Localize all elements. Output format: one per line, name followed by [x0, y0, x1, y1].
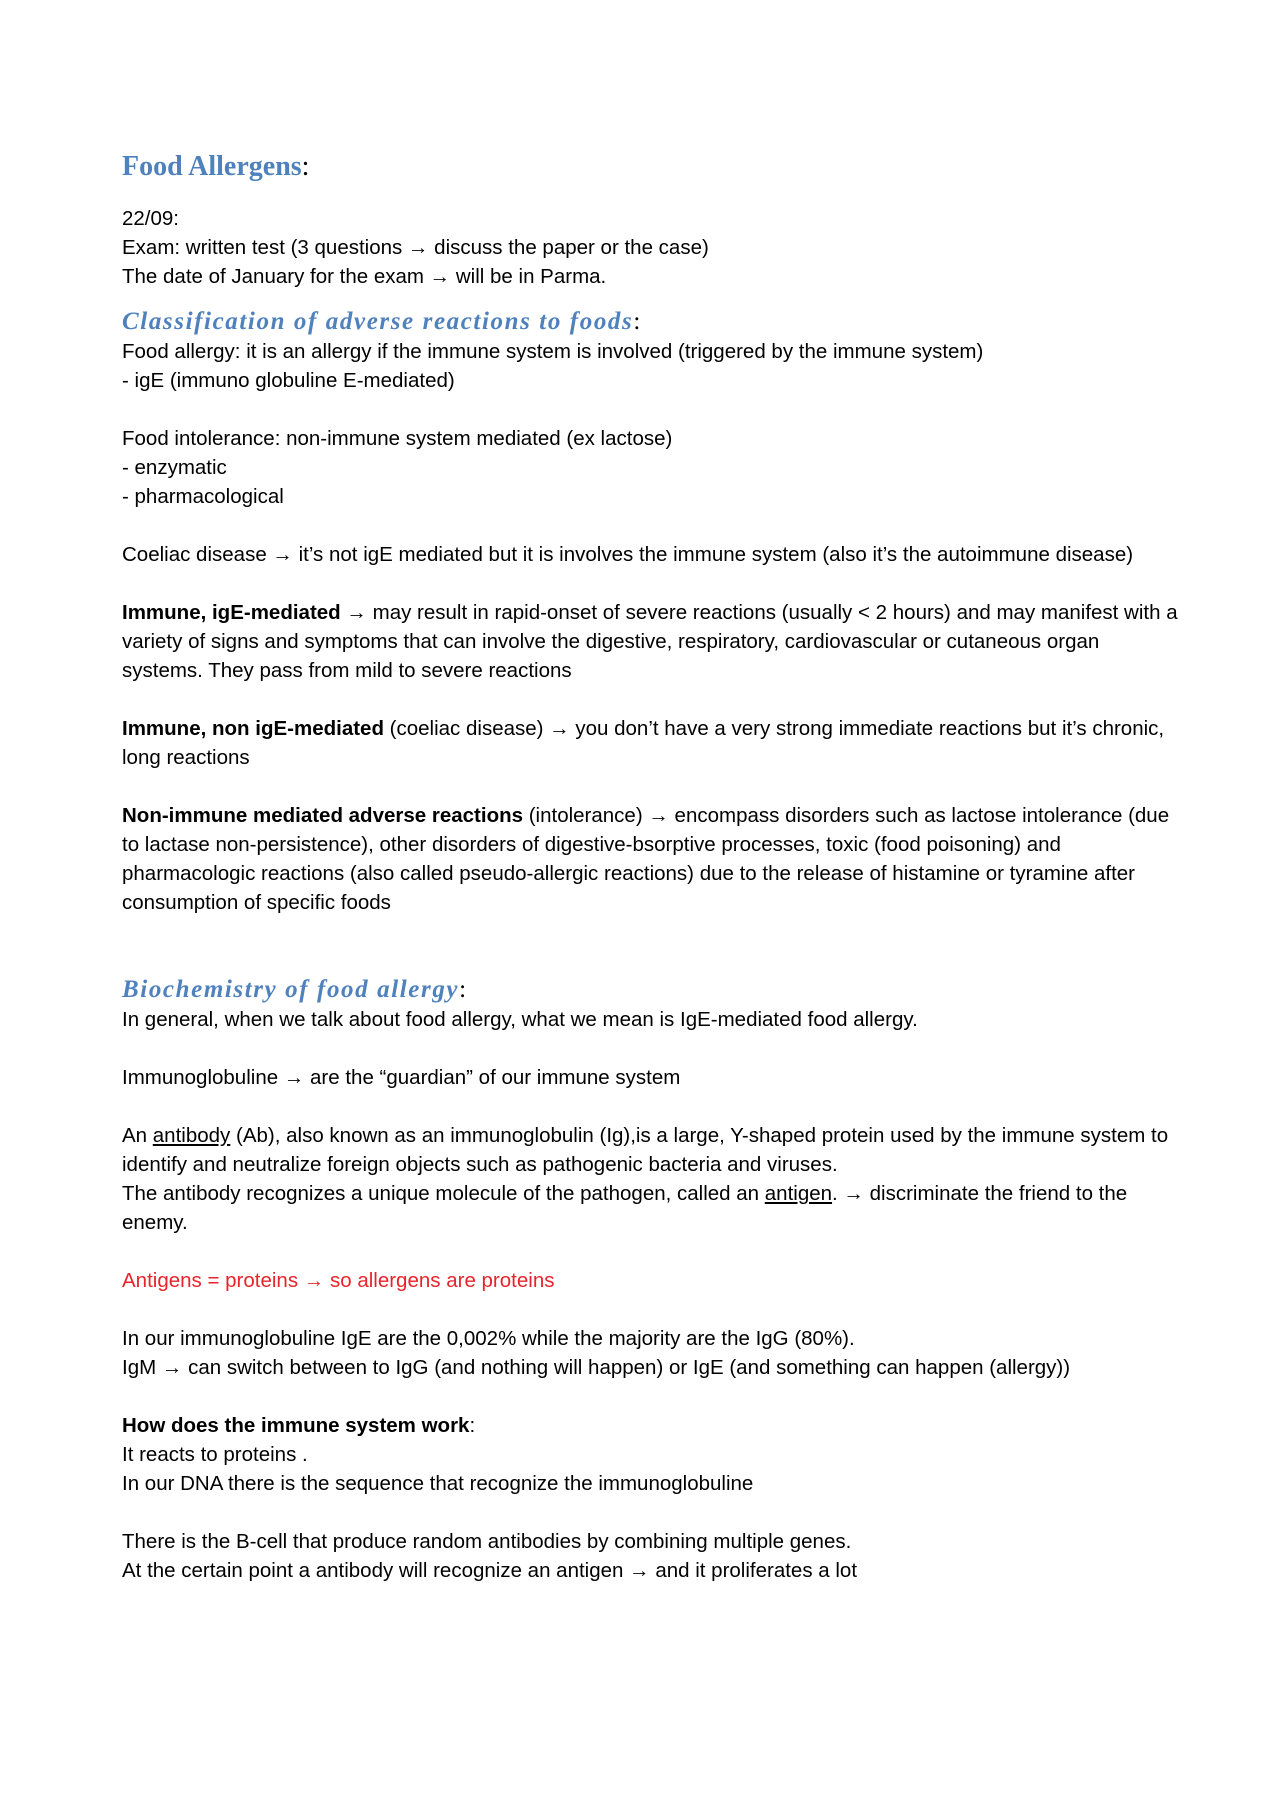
- arrow-icon: →: [549, 717, 570, 740]
- coeliac-paragraph: Coeliac disease → it’s not igE mediated but it is involves the immune system (also it’s the autoimmune disease): [122, 543, 1134, 566]
- food-allergy-definition: Food allergy: it is an allergy if the immune system is involved (triggered by the immune system): [122, 340, 984, 363]
- dna-line: In our DNA there is the sequence that recognize the immunoglobuline: [122, 1472, 754, 1495]
- list-item: - enzymatic: [122, 456, 227, 479]
- antigen-paragraph: The antibody recognizes a unique molecule of the pathogen, called an antigen. → discriminate the friend to the enemy.: [122, 1182, 1128, 1234]
- arrow-icon: →: [161, 1356, 183, 1379]
- non-immune-paragraph: Non-immune mediated adverse reactions (intolerance) → encompass disorders such as lactose intolerance (due to lactase non-persistence), other disorders of digestive-bsorptive processes, toxic (food poisoning) and pharmacologic reactions (also called pseudo-allergic reactions) due to the release of histamine or tyramine after consumption of specific foods: [122, 804, 1170, 914]
- arrow-icon: →: [648, 804, 669, 827]
- arrow-icon: →: [303, 1269, 325, 1292]
- arrow-icon: →: [429, 265, 451, 288]
- section-heading-classification: Classification of adverse reactions to foods:: [122, 308, 642, 335]
- arrow-icon: →: [346, 601, 367, 624]
- list-item: - pharmacological: [122, 485, 284, 508]
- arrow-icon: →: [629, 1559, 650, 1582]
- food-intolerance-definition: Food intolerance: non-immune system mediated (ex lactose): [122, 427, 673, 450]
- list-item: - igE (immuno globuline E-mediated): [122, 369, 455, 392]
- igm-paragraph: IgM → can switch between to IgG (and nothing will happen) or IgE (and something can happen (allergy)): [122, 1356, 1071, 1379]
- intro-date: 22/09:: [122, 207, 179, 230]
- arrow-icon: →: [283, 1066, 305, 1089]
- page-title: Food Allergens:: [122, 151, 310, 182]
- intro-january: The date of January for the exam → will be in Parma.: [122, 265, 607, 288]
- ige-percentage: In our immunoglobuline IgE are the 0,002% while the majority are the IgG (80%).: [122, 1327, 855, 1350]
- bcell-line: There is the B-cell that produce random antibodies by combining multiple genes.: [122, 1530, 852, 1553]
- arrow-icon: →: [843, 1182, 864, 1205]
- document-page: [122, 150, 1182, 1585]
- arrow-icon: →: [407, 236, 429, 259]
- antibody-link[interactable]: antibody: [152, 1124, 231, 1147]
- antigen-link[interactable]: antigen: [764, 1182, 833, 1205]
- section-heading-biochemistry: Biochemistry of food allergy:: [122, 976, 468, 1003]
- antigens-highlight: Antigens = proteins → so allergens are proteins: [122, 1269, 555, 1292]
- ige-mediated-paragraph: Immune, igE-mediated → may result in rapid-onset of severe reactions (usually < 2 hours) and may manifest with a variety of signs and symptoms that can involve the digestive, respiratory, cardiovascular or cutaneous organ systems. They pass from mild to severe reactions: [122, 601, 1178, 682]
- how-heading: How does the immune system work:: [122, 1414, 476, 1437]
- immunoglobuline-paragraph: Immunoglobuline → are the “guardian” of our immune system: [122, 1066, 681, 1089]
- proliferate-line: At the certain point a antibody will recognize an antigen → and it proliferates a lot: [122, 1559, 858, 1582]
- biochem-general: In general, when we talk about food allergy, what we mean is IgE-mediated food allergy.: [122, 1008, 918, 1031]
- reacts-line: It reacts to proteins .: [122, 1443, 308, 1466]
- non-ige-mediated-paragraph: Immune, non igE-mediated (coeliac disease) → you don’t have a very strong immediate reactions but it’s chronic, long reactions: [122, 717, 1165, 769]
- antibody-paragraph: An antibody (Ab), also known as an immunoglobulin (Ig),is a large, Y-shaped protein used by the immune system to identify and neutralize foreign objects such as pathogenic bacteria and viruses.: [122, 1124, 1169, 1176]
- intro-exam: Exam: written test (3 questions → discuss the paper or the case): [122, 236, 709, 259]
- arrow-icon: →: [272, 543, 293, 566]
